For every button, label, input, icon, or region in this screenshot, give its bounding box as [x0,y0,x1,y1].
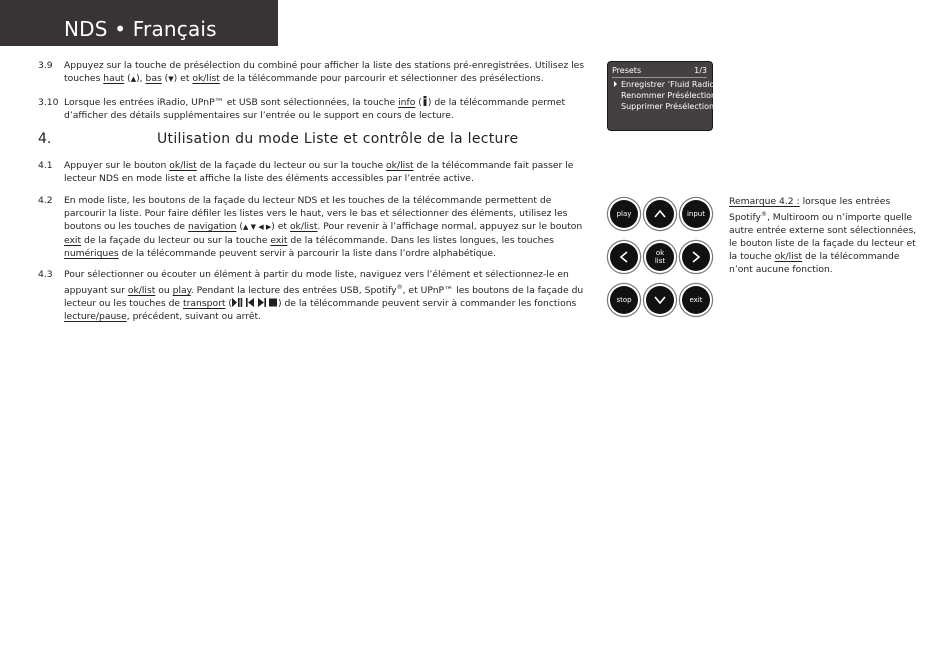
paragraph-number: 3.9 [38,60,53,71]
down-button [646,286,674,314]
selection-arrow-icon [614,81,617,87]
arrow-up-icon: ▲ [130,75,137,83]
side-note: Remarque 4.2 : lorsque les entrées Spotify®, Multiroom ou n’importe quelle autre entrée externe sont sélectionnées, le bouton liste de la façade du lecteur et la touche ok/list de la télécommande n’ont aucune fonction. [729,196,917,276]
section-number: 4. [38,131,52,147]
bas-key: bas [145,73,162,84]
navigation-arrows-icon: ▲ ▼ ◀ ▶ [243,223,272,231]
oklist-key: ok/list [192,73,220,84]
paragraph-number: 4.1 [38,160,53,171]
haut-key: haut [103,73,125,84]
play-button: play [610,200,638,228]
paragraph-number: 3.10 [38,97,59,108]
page-title: NDS • Français [64,17,217,41]
arrow-down-icon: ▼ [168,75,174,83]
lcd-menu-item: Renommer Présélection [621,91,717,100]
left-button [610,243,638,271]
info-key: info [398,97,416,108]
paragraph-4-2: En mode liste, les boutons de la façade du lecteur NDS et les touches de la télécommande permettent de parcourir la liste. Pour faire défiler les listes vers le haut, vers le bas et sélectionner des éléments, utilisez les boutons ou les touches de navigation (▲ ▼ ◀ ▶) et ok/list. Pour revenir à l’affichage normal, appuyez sur le bouton exit de la façade du lecteur ou sur la touche exit de la télécommande. Dans les listes longues, les touches numériques de la télécommande peuvent servir à parcourir la liste dans l’ordre alphabétique. [64,195,583,259]
stop-button: stop [610,286,638,314]
right-button [682,243,710,271]
chevron-down-icon [653,293,667,307]
lcd-menu-item: Supprimer Présélection [621,102,715,111]
lcd-menu-item: Enregistrer ‘Fluid Radio’ [621,80,717,89]
chevron-right-icon [689,250,703,264]
lcd-title: Presets [612,66,642,75]
presets-lcd-display [607,61,717,131]
paragraph-number: 4.3 [38,269,53,280]
paragraph-4-1: Appuyer sur le bouton ok/list de la façade du lecteur ou sur la touche ok/list de la télécommande fait passer le lecteur NDS en mode liste et affiche la liste des éléments accessibles par l’entrée active. [64,160,574,184]
lcd-page-indicator: 1/3 [694,66,707,75]
paragraph-3-9: Appuyez sur la touche de présélection du combiné pour afficher la liste des stations pré-enregistrées. Utilisez les touches haut (▲), bas (▼) et ok/list de la télécommande pour parcourir et sélectionner des présélections. [64,60,585,84]
paragraph-4-3: Pour sélectionner ou écouter un élément à partir du mode liste, naviguez vers l’élément et sélectionnez-le en appuyant sur ok/list ou play. Pendant la lecture des entrées USB, Spotify®, et UPnP™ les boutons de la façade du lecteur ou les touches de transport ( ) de la télécommande peuvent servir à commander les fonctions lecture/pause, précédent, suivant ou arrêt. [64,269,584,323]
input-button: input [682,200,710,228]
paragraph-3-10: Lorsque les entrées iRadio, UPnP™ et USB sont sélectionnées, la touche info ( ) de la télécommande permet d’afficher des détails supplémentaires sur l’entrée ou le support en cours de lecture. [64,97,566,121]
exit-button: exit [682,286,710,314]
transport-icons [232,298,278,307]
up-button [646,200,674,228]
chevron-left-icon [617,250,631,264]
paragraph-number: 4.2 [38,195,53,206]
section-title: Utilisation du mode Liste et contrôle de la lecture [157,131,519,147]
ok-list-button: ok list [646,243,674,271]
chevron-up-icon [653,207,667,221]
note-label: Remarque 4.2 : [729,196,800,207]
